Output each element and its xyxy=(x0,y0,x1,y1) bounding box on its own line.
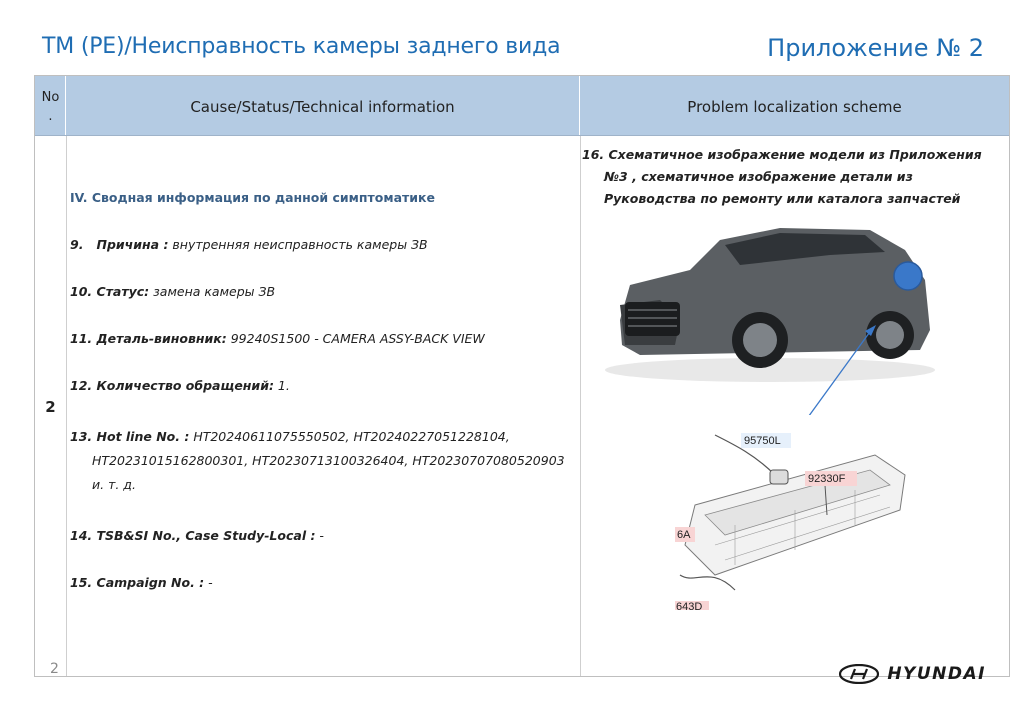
part-label-6A: 6A xyxy=(677,529,691,541)
item-hotline: 13. Hot line No. : HT20240611075550502, HT20240227051228104, HT20231015162800301, HT20230713100326404, HT20230707080520903 и. т. д. xyxy=(70,429,565,492)
item-campaign: 15. Campaign No. : - xyxy=(70,575,213,590)
header-cause: Cause/Status/Technical information xyxy=(190,98,455,116)
item-cause: 9. Причина : внутренняя неисправность камеры ЗВ xyxy=(70,237,428,252)
item-tsb: 14. TSB&SI No., Case Study-Local : - xyxy=(70,528,324,543)
item-part: 11. Деталь-виновник: 99240S1500 - CAMERA ASSY-BACK VIEW xyxy=(70,331,485,346)
page-title: TM (PE)/Неисправность камеры заднего вида xyxy=(42,34,561,59)
header-problem: Problem localization scheme xyxy=(687,98,902,116)
item-status: 10. Статус: замена камеры ЗВ xyxy=(70,284,276,299)
part-label-643D: 643D xyxy=(676,601,703,610)
problem-description: 16. Схематичное изображение модели из Приложения №3 , схематичное изображение детали из Руководства по ремонту или каталога запчастей xyxy=(582,147,982,206)
part-label-95750L: 95750L xyxy=(744,435,781,447)
parts-diagram xyxy=(675,415,910,610)
header-no xyxy=(35,88,66,126)
table-header xyxy=(35,76,1009,136)
item-count: 12. Количество обращений: 1. xyxy=(70,378,290,393)
brand-logo xyxy=(839,664,986,684)
row-number: 2 xyxy=(45,398,56,416)
hyundai-logo-icon xyxy=(839,664,879,684)
header-no-text: No . xyxy=(41,90,60,124)
cause-content xyxy=(70,190,570,622)
camera-marker xyxy=(894,262,922,290)
appendix-label: Приложение № 2 xyxy=(767,34,984,62)
part-label-92330F: 92330F xyxy=(808,473,846,485)
brand-name: HYUNDAI xyxy=(887,664,986,684)
section-title: IV. Сводная информация по данной симптоматике xyxy=(70,190,435,205)
page-number: 2 xyxy=(50,661,59,677)
car-image xyxy=(600,210,940,385)
